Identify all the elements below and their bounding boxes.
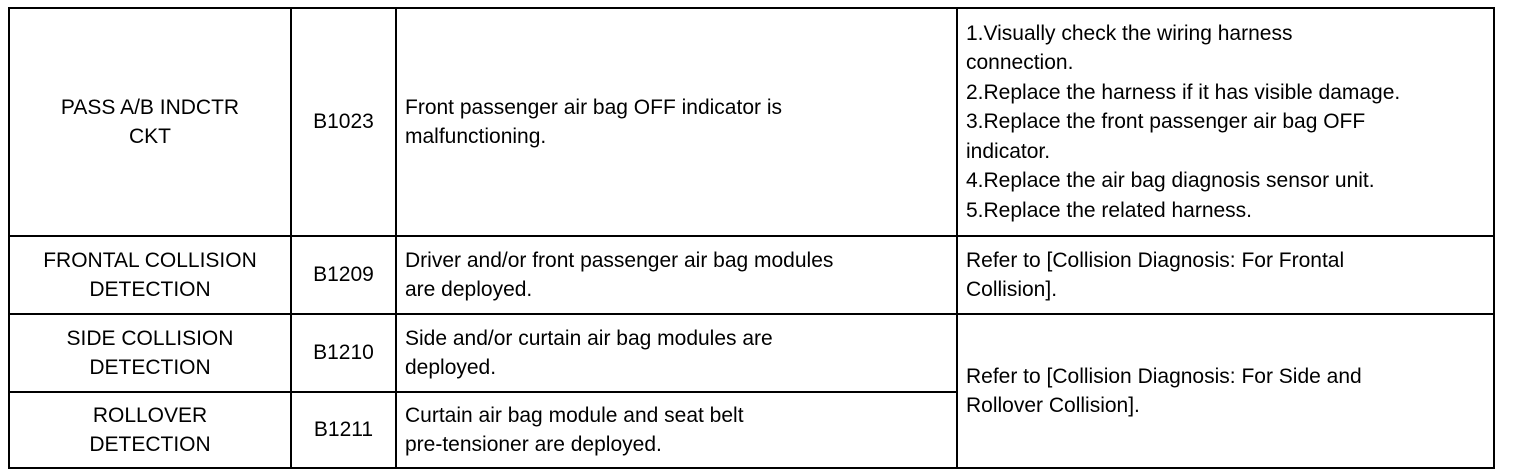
dtc-code-cell: B1210 [291, 314, 396, 392]
dtc-code-cell: B1211 [291, 392, 396, 468]
dtc-code-cell: B1209 [291, 236, 396, 314]
action-cell: Refer to [Collision Diagnosis: For Frontal Collision]. [957, 236, 1494, 314]
detecting-condition-cell: Side and/or curtain air bag modules are deployed. [396, 314, 957, 392]
diagnosis-item-cell: ROLLOVER DETECTION [9, 392, 291, 468]
action-cell: 1.Visually check the wiring harness connection. 2.Replace the harness if it has visible damage. 3.Replace the front passenger air bag OFF indicator. 4.Replace the air bag diagnosis sensor unit. 5.Replace the related harness. [957, 8, 1494, 236]
table-row [9, 236, 1494, 314]
diagnosis-item-cell: SIDE COLLISION DETECTION [9, 314, 291, 392]
diagnosis-item-cell: PASS A/B INDCTR CKT [9, 8, 291, 236]
table-row [9, 314, 1494, 392]
dtc-code-cell: B1023 [291, 8, 396, 236]
detecting-condition-cell: Front passenger air bag OFF indicator is malfunctioning. [396, 8, 957, 236]
detecting-condition-cell: Curtain air bag module and seat belt pre-tensioner are deployed. [396, 392, 957, 468]
detecting-condition-cell: Driver and/or front passenger air bag modules are deployed. [396, 236, 957, 314]
action-cell: Refer to [Collision Diagnosis: For Side and Rollover Collision]. [957, 314, 1494, 468]
diagnosis-item-cell: FRONTAL COLLISION DETECTION [9, 236, 291, 314]
dtc-table [8, 7, 1495, 469]
table-row [9, 8, 1494, 236]
